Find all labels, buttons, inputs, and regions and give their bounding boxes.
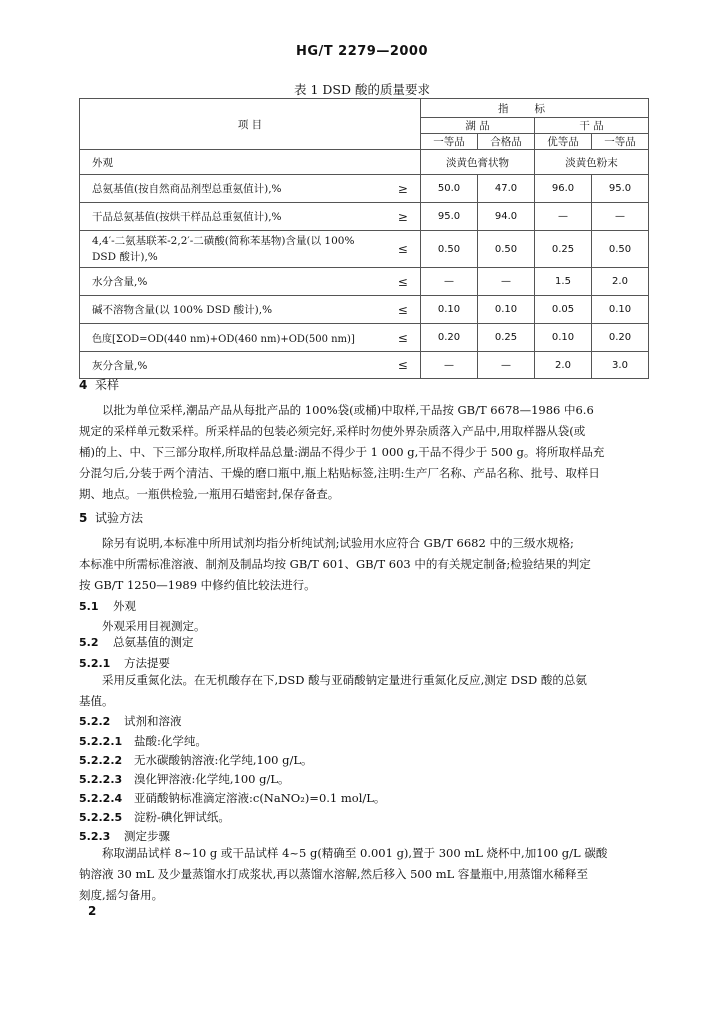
standard-code-header: HG/T 2279—2000 (295, 44, 429, 59)
header-grade1b: 一等品 (592, 134, 649, 150)
table-row (80, 296, 649, 324)
row-symbol: ≤ (386, 268, 421, 296)
row-symbol: ≤ (386, 352, 421, 379)
row-symbol: ≤ (386, 324, 421, 352)
section-title: 试验方法 (95, 511, 144, 525)
section-number: 4 (79, 378, 88, 392)
row-item: 总氨基值(按自然商品剂型总重氨值计),% (80, 175, 386, 203)
list-item (79, 771, 290, 787)
table-row (80, 324, 649, 352)
item-number: 5.2.2.4 (79, 792, 123, 805)
paragraph-line: 期、地点。一瓶供检验,一瓶用石蜡密封,保存备查。 (79, 487, 340, 501)
row-value: 95.0 (592, 175, 649, 203)
item-number: 5.2.2.1 (79, 735, 123, 748)
subsection-title: 总氨基值的测定 (113, 635, 194, 649)
paragraph-line: 称取湖品试样 8~10 g 或干品试样 4~5 g(精确至 0.001 g),置于 300 mL 烧杯中,加100 g/L 碳酸 (102, 846, 608, 860)
table-row (80, 231, 649, 268)
list-item (79, 733, 207, 749)
item-text: 无水碳酸钠溶液:化学纯,100 g/L。 (134, 753, 313, 767)
row-value: 淡黄色粉末 (535, 150, 649, 175)
row-value: 0.20 (421, 324, 478, 352)
row-value: 0.10 (592, 296, 649, 324)
table-row (80, 352, 649, 379)
row-value: 0.10 (421, 296, 478, 324)
row-value: — (592, 203, 649, 231)
subsection-title: 方法提要 (124, 656, 170, 670)
row-item: 4,4′-二氨基联苯-2,2′-二磺酸(简称苯基物)含量(以 100% DSD 酸计),% (80, 231, 386, 268)
header-dry: 干 品 (535, 118, 649, 134)
header-paste: 湖 品 (421, 118, 535, 134)
row-value: 2.0 (535, 352, 592, 379)
paragraph-line: 以批为单位采样,潮品产品从每批产品的 100%袋(或桶)中取样,干品按 GB/T 6678—1986 中6.6 (102, 403, 594, 417)
row-value: 2.0 (592, 268, 649, 296)
list-item (79, 752, 313, 768)
table-row (80, 175, 649, 203)
row-item: 干品总氨基值(按烘干样品总重氨值计),% (80, 203, 386, 231)
subsection-5-2 (79, 634, 194, 650)
subsection-5-1-text: 外观采用目视测定。 (102, 619, 206, 633)
subsection-number: 5.2.2 (79, 715, 111, 728)
paragraph-line: 除另有说明,本标准中所用试剂均指分析纯试剂;试验用水应符合 GB/T 6682 中的三级水规格; (102, 536, 574, 550)
subsection-title: 试剂和溶液 (124, 714, 182, 728)
paragraph-line: 规定的采样单元数采样。所采样品的包装必须完好,采样时勿使外界杂质落入产品中,用取样器从袋(或 (79, 424, 586, 438)
paragraph-line: 分混匀后,分装于两个清洁、干燥的磨口瓶中,瓶上粘贴标签,注明:生产厂名称、产品名称、批号、取样日 (79, 466, 600, 480)
header-grade1: 一等品 (421, 134, 478, 150)
subsection-5-2-1 (79, 655, 170, 671)
section-4-paragraph (79, 400, 649, 505)
subsection-number: 5.1 (79, 600, 99, 613)
row-value: 0.50 (478, 231, 535, 268)
row-value: 47.0 (478, 175, 535, 203)
section-number: 5 (79, 511, 88, 525)
paragraph-line: 桶)的上、中、下三部分取样,所取样品总量:湖品不得少于 1 000 g,干品不得少于 500 g。将所取样品充 (79, 445, 605, 459)
subsection-5-1 (79, 598, 136, 614)
section-5-heading (79, 509, 143, 526)
item-text: 溴化钾溶液:化学纯,100 g/L。 (134, 772, 290, 786)
header-superior: 优等品 (535, 134, 592, 150)
subsection-title: 外观 (113, 599, 136, 613)
row-item: 外观 (80, 150, 386, 175)
subsection-number: 5.2.3 (79, 830, 111, 843)
page-number: 2 (88, 904, 97, 918)
row-value: — (535, 203, 592, 231)
row-item: 色度[ΣOD=OD(440 nm)+OD(460 nm)+OD(500 nm)] (80, 324, 386, 352)
quality-requirements-table (79, 98, 649, 379)
row-value: 1.5 (535, 268, 592, 296)
row-value: — (421, 268, 478, 296)
item-number: 5.2.2.2 (79, 754, 123, 767)
table-row (80, 203, 649, 231)
row-value: 3.0 (592, 352, 649, 379)
item-text: 亚硝酸钠标准滴定溶液:c(NaNO₂)=0.1 mol/L。 (134, 791, 386, 805)
row-symbol: ≥ (386, 203, 421, 231)
paragraph-line: 钠溶液 30 mL 及少量蒸馏水打成浆状,再以蒸馏水溶解,然后移入 500 mL 容量瓶中,用蒸馏水稀释至 (79, 867, 589, 881)
item-text: 淀粉-碘化钾试纸。 (134, 810, 230, 824)
list-item (79, 809, 230, 825)
paragraph-line: 基值。 (79, 694, 114, 708)
list-item (79, 790, 385, 806)
row-value: 0.10 (535, 324, 592, 352)
row-value: 94.0 (478, 203, 535, 231)
row-value: 0.50 (592, 231, 649, 268)
section-5-paragraph (79, 533, 649, 596)
row-item: 碱不溶物含量(以 100% DSD 酸计),% (80, 296, 386, 324)
subsection-5-2-2 (79, 713, 182, 729)
paragraph-line: 按 GB/T 1250—1989 中修约值比较法进行。 (79, 578, 316, 592)
item-text: 盐酸:化学纯。 (134, 734, 207, 748)
row-value: 0.20 (592, 324, 649, 352)
header-item: 项 目 (80, 99, 421, 150)
row-value: 0.25 (478, 324, 535, 352)
row-value: 淡黄色膏状物 (421, 150, 535, 175)
paragraph-line: 本标准中所需标准溶液、制剂及制品均按 GB/T 601、GB/T 603 中的有关规定制备;检验结果的判定 (79, 557, 591, 571)
table-row (80, 268, 649, 296)
subsection-5-2-1-paragraph (79, 670, 649, 712)
row-value: 0.05 (535, 296, 592, 324)
row-symbol: ≤ (386, 231, 421, 268)
item-number: 5.2.2.5 (79, 811, 123, 824)
header-indicator: 指标 (421, 99, 649, 118)
row-symbol (386, 150, 421, 175)
subsection-5-2-3-paragraph (79, 843, 649, 906)
subsection-number: 5.2.1 (79, 657, 111, 670)
section-4-heading (79, 376, 119, 393)
row-symbol: ≤ (386, 296, 421, 324)
table-caption: 表 1 DSD 酸的质量要求 (294, 82, 430, 97)
subsection-title: 测定步骤 (124, 829, 170, 843)
row-value: 95.0 (421, 203, 478, 231)
row-value: 0.25 (535, 231, 592, 268)
paragraph-line: 刻度,摇匀备用。 (79, 888, 164, 902)
row-item: 灰分含量,% (80, 352, 386, 379)
row-value: 50.0 (421, 175, 478, 203)
row-value: — (421, 352, 478, 379)
row-value: 0.50 (421, 231, 478, 268)
row-value: 0.10 (478, 296, 535, 324)
header-qualified: 合格品 (478, 134, 535, 150)
row-value: — (478, 268, 535, 296)
table-row (80, 150, 649, 175)
row-value: — (478, 352, 535, 379)
paragraph-line: 采用反重氮化法。在无机酸存在下,DSD 酸与亚硝酸钠定量进行重氮化反应,测定 DSD 酸的总氨 (102, 673, 587, 687)
subsection-5-2-3 (79, 828, 170, 844)
row-symbol: ≥ (386, 175, 421, 203)
row-value: 96.0 (535, 175, 592, 203)
subsection-number: 5.2 (79, 636, 99, 649)
section-title: 采样 (95, 378, 120, 392)
item-number: 5.2.2.3 (79, 773, 123, 786)
row-item: 水分含量,% (80, 268, 386, 296)
